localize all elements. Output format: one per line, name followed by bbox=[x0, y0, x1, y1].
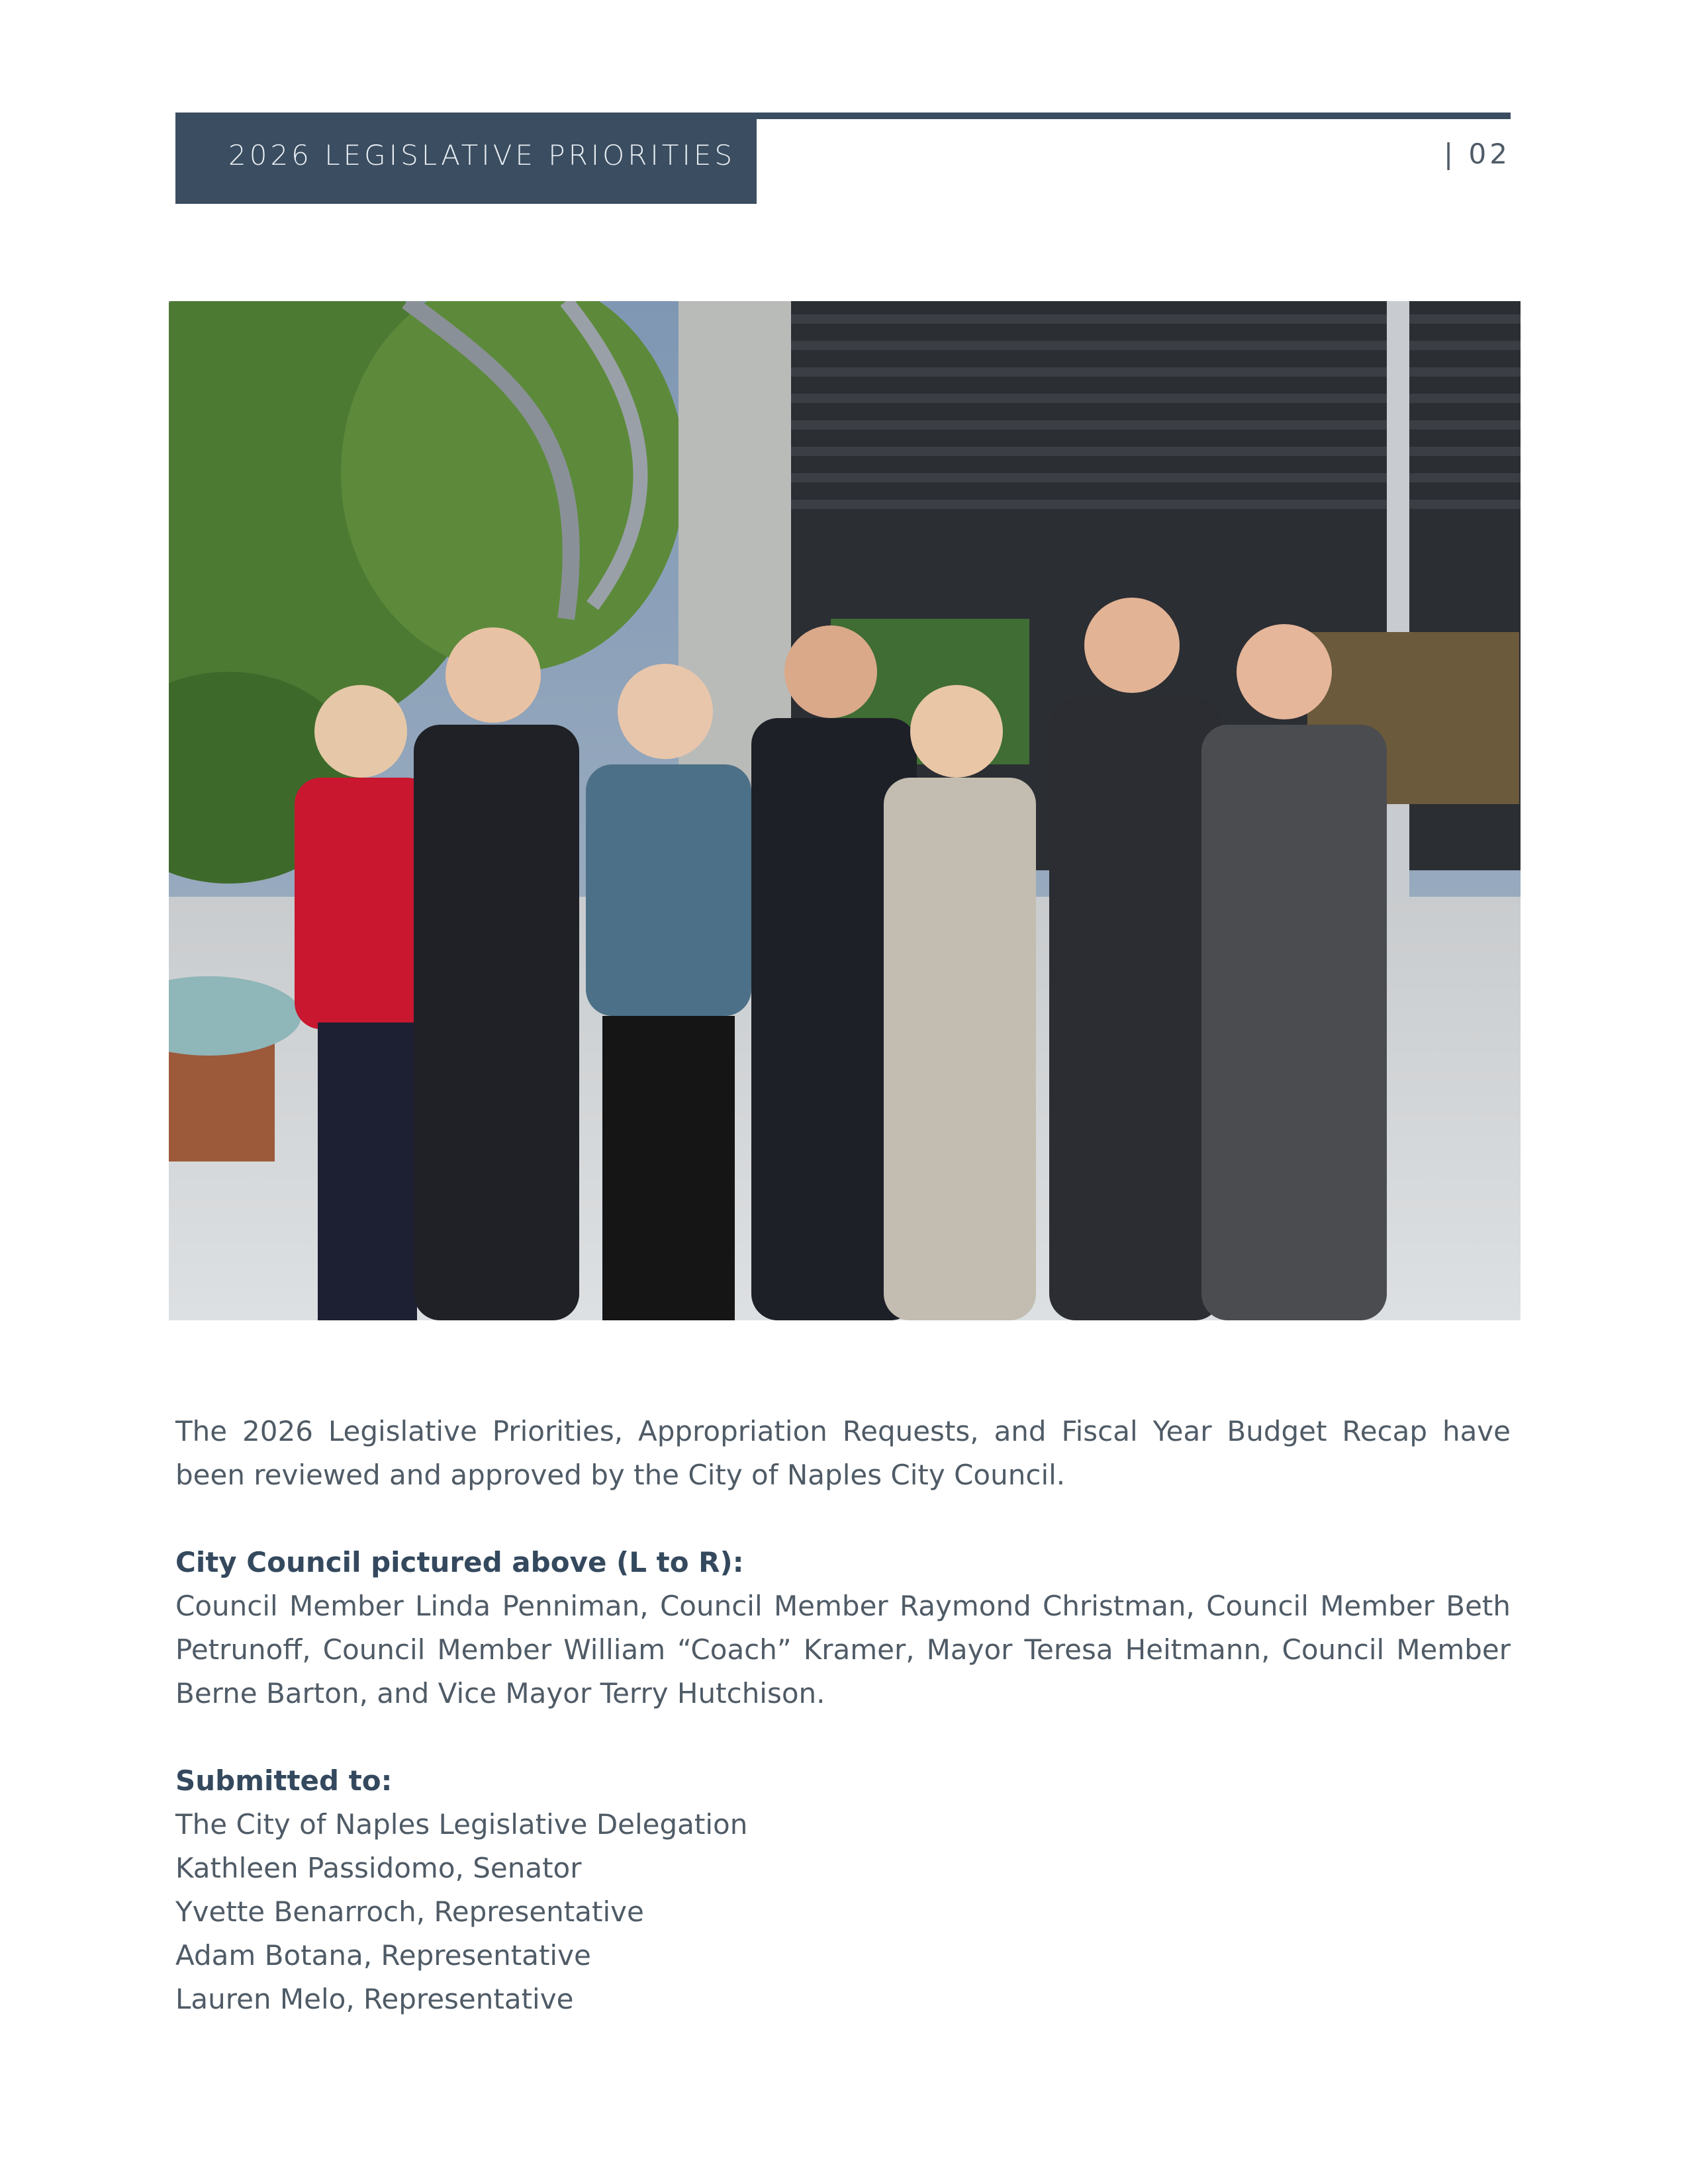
council-heading: City Council pictured above (L to R): bbox=[175, 1546, 744, 1578]
list-item: Lauren Melo, Representative bbox=[175, 1983, 574, 2015]
spacer bbox=[175, 1497, 1511, 1541]
page-number: | 02 bbox=[1444, 138, 1511, 170]
list-item: The City of Naples Legislative Delegation bbox=[175, 1808, 748, 1841]
intro-paragraph: The 2026 Legislative Priorities, Appropriation Requests, and Fiscal Year Budget Recap have been reviewed and approved by the City of Naples City Council. bbox=[175, 1415, 1511, 1491]
person-6 bbox=[1049, 598, 1221, 1320]
body-content bbox=[175, 1410, 1511, 2021]
list-item: Kathleen Passidomo, Senator bbox=[175, 1852, 582, 1884]
person-5 bbox=[884, 685, 1036, 1320]
list-item: Yvette Benarroch, Representative bbox=[175, 1895, 644, 1928]
header-banner bbox=[175, 113, 757, 204]
submitted-heading: Submitted to: bbox=[175, 1764, 393, 1797]
submitted-list bbox=[175, 1803, 1511, 2021]
person-7 bbox=[1201, 624, 1387, 1320]
council-photo bbox=[169, 301, 1521, 1320]
list-item: Adam Botana, Representative bbox=[175, 1939, 591, 1972]
council-members-paragraph: Council Member Linda Penniman, Council Member Raymond Christman, Council Member Beth Petrunoff, Council Member William “Coach” Kramer, Mayor Teresa Heitmann, Council Member Berne Barton, and Vice Mayor Terry Hutchison. bbox=[175, 1590, 1511, 1709]
person-2 bbox=[414, 627, 579, 1320]
spacer bbox=[175, 1715, 1511, 1759]
page-title: 2026 LEGISLATIVE PRIORITIES bbox=[228, 139, 736, 171]
council-photo-illustration bbox=[169, 301, 1521, 1320]
